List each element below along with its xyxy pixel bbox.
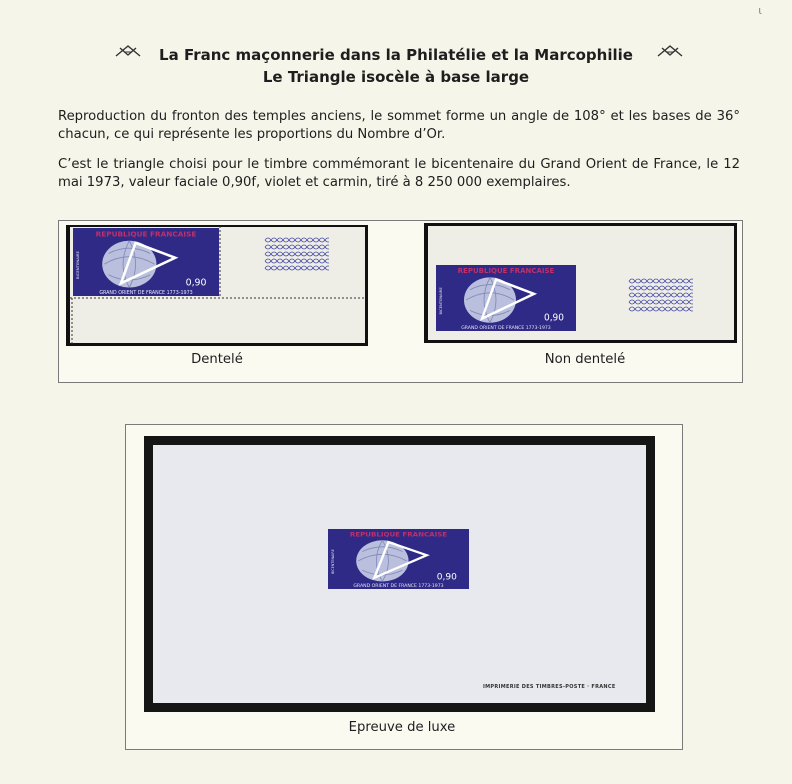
- security-pattern-row: [629, 293, 693, 297]
- caption-imperforate: Non dentelé: [544, 352, 626, 367]
- security-pattern-row: [629, 279, 693, 283]
- stamp-side-text: BICENTENAIRE: [439, 287, 443, 315]
- stamp-value-text: 0,90: [185, 277, 207, 289]
- stamp-imperforate: [436, 265, 576, 331]
- stamp-side-text: BICENTENAIRE: [330, 549, 336, 574]
- security-pattern-icon: [627, 277, 693, 317]
- security-pattern-row: [629, 300, 693, 304]
- security-pattern-row: [629, 286, 693, 290]
- corner-mark: ι: [758, 4, 762, 17]
- stamp-value-text: 0,90: [543, 313, 565, 324]
- page-title: [0, 44, 792, 88]
- printer-imprint: IMPRIMERIE DES TIMBRES-POSTE · FRANCE: [483, 684, 616, 690]
- stamp-country-text: REPUBLIQUE FRANCAISE: [457, 266, 555, 276]
- stamp-deluxe-proof: [328, 529, 469, 589]
- caption-deluxe-proof: Epreuve de luxe: [348, 720, 456, 735]
- stamp-artwork: [436, 265, 576, 331]
- stamp-legend-text: GRAND ORIENT DE FRANCE 1773-1973: [99, 290, 193, 296]
- stamp-legend-text: GRAND ORIENT DE FRANCE 1773-1973: [461, 325, 551, 331]
- title-line-2: Le Triangle isocèle à base large: [262, 68, 530, 86]
- stamp-artwork: [328, 529, 469, 589]
- caption-perforated: Dentelé: [191, 352, 243, 367]
- stamp-country-text: REPUBLIQUE FRANCAISE: [349, 530, 448, 539]
- stamp-value-text: 0,90: [436, 572, 457, 583]
- security-pattern-row: [629, 307, 693, 311]
- title-line-1: La Franc maçonnerie dans la Philatélie et la Marcophilie: [159, 46, 633, 64]
- perforation-lines: [70, 226, 366, 344]
- intro-paragraph-2: C’est le triangle choisi pour le timbre commémorant le bicentenaire du Grand Orient de France, le 12 mai 1973, valeur faciale 0,90f, violet et carmin, tiré à 8 250 000 exemplaires.: [58, 157, 740, 190]
- stamp-legend-text: GRAND ORIENT DE FRANCE 1773-1973: [353, 584, 444, 589]
- stamp-country-text: REPUBLIQUE FRANCAISE: [95, 229, 197, 239]
- stamp-side-text: BICENTENAIRE: [75, 251, 81, 279]
- intro-paragraph-1: Reproduction du fronton des temples anciens, le sommet forme un angle de 108° et les bases de 36° chacun, ce qui représente les proportions du Nombre d’Or.: [58, 109, 740, 142]
